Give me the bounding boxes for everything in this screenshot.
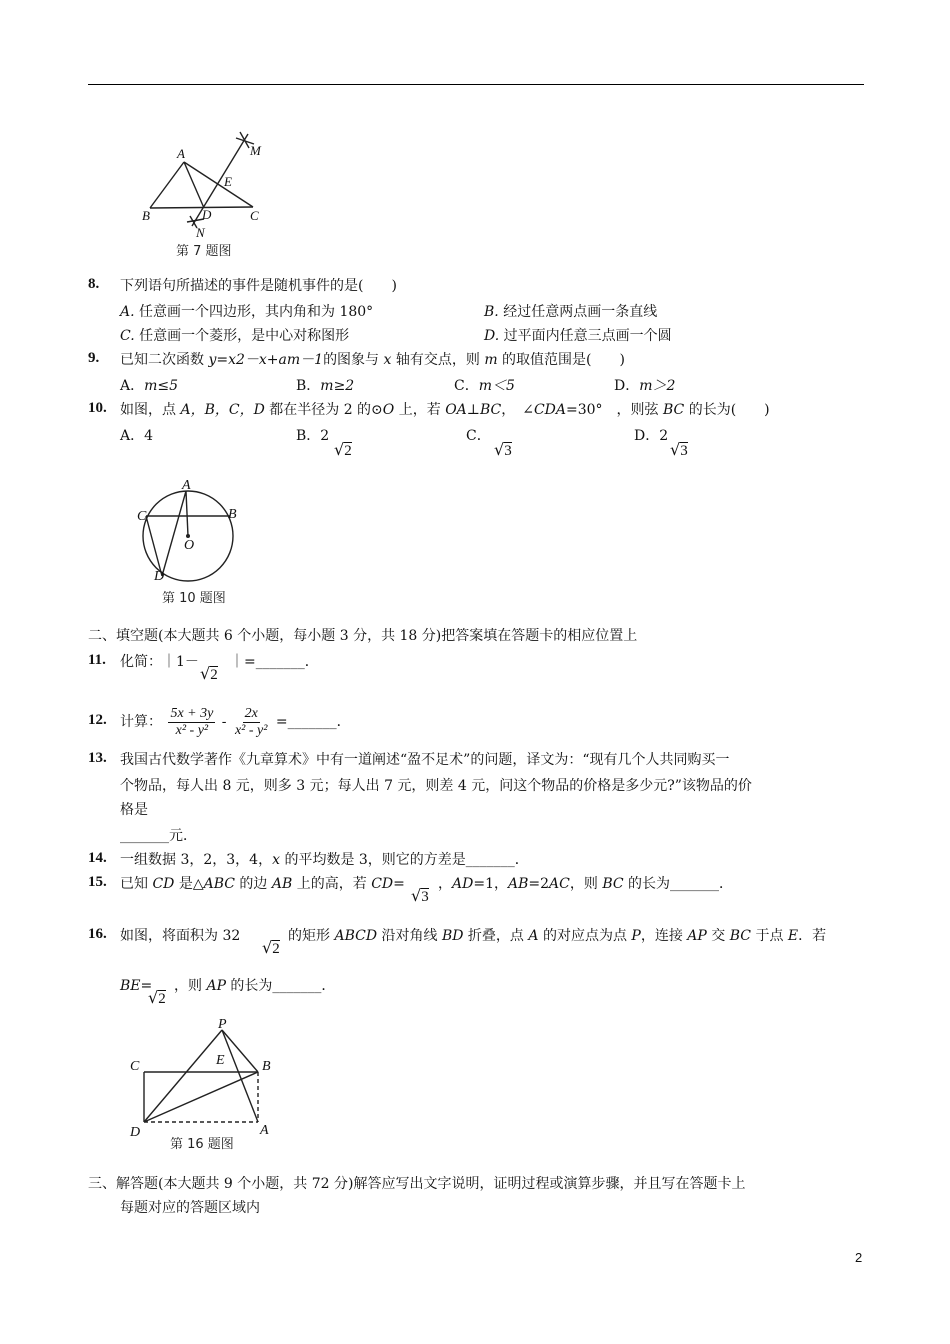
fig10-caption: 第 10 题图 (162, 591, 226, 606)
q10-c-sqrt (494, 440, 512, 461)
q9-d-label: D． (614, 378, 640, 394)
q12-number: 12. (88, 712, 107, 728)
q8-option-c (120, 326, 349, 346)
q14-x: x (272, 852, 280, 868)
q16-number: 16. (88, 926, 107, 942)
figure-16 (118, 1018, 278, 1158)
q14-number: 14. (88, 850, 107, 866)
q9-axis: x (383, 352, 392, 368)
q16-line2-post2: 的长为_______． (225, 978, 336, 994)
q14-text (120, 850, 529, 870)
q15-mid6: =2 (528, 876, 550, 892)
q15-post: 的长为_______． (623, 876, 734, 892)
q10-cond2: CDA (533, 402, 566, 418)
q16-mid5: ，连接 (640, 928, 688, 944)
q8-option-a (120, 302, 373, 322)
section-2-heading: 二、填空题(本大题共 6 个小题，每小题 3 分，共 18 分)把答案填在答题卡的相应位置上 (88, 628, 638, 644)
q15-abc: ABC (203, 876, 235, 892)
q8-b-label: B. (484, 304, 499, 320)
q13-line-4: _______元． (120, 828, 197, 844)
fig16-label-p: P (218, 1018, 227, 1032)
q9-a-label: A． (120, 378, 145, 394)
q14-post: 的平均数是 3，则它的方差是_______． (280, 852, 529, 868)
q15-mid3: 上的高，若 (292, 876, 372, 892)
segment-dp (144, 1030, 222, 1122)
q16-p: P (631, 928, 641, 944)
q9-number: 9. (88, 350, 100, 366)
q12-expression (120, 702, 351, 742)
q15-pre: 已知 (120, 876, 153, 892)
section-3-heading-line-1: 三、解答题(本大题共 9 个小题，共 72 分)解答应写出文字说明，证明过程或演算步骤，并且写在答题卡上 (88, 1176, 746, 1192)
segment-cd (146, 516, 162, 576)
q15-mid2: 的边 (234, 876, 272, 892)
q9-d-text: m＞2 (639, 378, 676, 394)
fig10-label-b: B (228, 507, 237, 522)
q15-mid1: 是△ (174, 876, 204, 892)
page-number: 2 (855, 1250, 863, 1265)
q16-mid8: ．若 (798, 928, 827, 944)
fig16-label-e: E (216, 1053, 225, 1068)
q10-stem-mid3: ， ∠ (501, 402, 534, 418)
fig7-label-b: B (142, 208, 150, 223)
fig7-label-c: C (250, 208, 259, 223)
q10-stem-post: 的长为( ) (684, 402, 770, 418)
q14-pre: 一组数据 3，2，3，4， (120, 852, 273, 868)
segment-ad (162, 491, 186, 576)
fig10-label-a: A (182, 478, 191, 493)
q8-b-text: 经过任意两点画一条直线 (503, 304, 658, 320)
q13-line-3: 格是 (120, 802, 148, 818)
q10-stem-mid: 都在半径为 2 的⊙ (264, 402, 383, 418)
q10-stem-mid4: =30° ，则弦 (565, 402, 663, 418)
q16-be: BE (120, 978, 141, 994)
q10-number: 10. (88, 400, 107, 416)
q16-mid3: 折叠，点 (463, 928, 529, 944)
q9-option-b (296, 376, 354, 396)
q15-ab: AB (271, 876, 293, 892)
q16-mid1: 的矩形 (288, 928, 335, 944)
q8-c-text: 任意画一个菱形，是中心对称图形 (139, 328, 350, 344)
fig16-caption: 第 16 题图 (170, 1137, 234, 1152)
q16-ap: AP (687, 928, 707, 944)
q16-sqrt (262, 938, 280, 959)
fig7-label-n: N (196, 225, 205, 240)
q9-c-label: C． (454, 378, 479, 394)
q16-line2-ap: AP (206, 978, 226, 994)
fig10-label-o: O (184, 538, 195, 553)
q16-bc: BC (729, 928, 751, 944)
q12-minus: - (221, 714, 227, 730)
q10-d-sqrt (670, 440, 688, 461)
sqrt-icon: √ (262, 938, 273, 957)
q10-option-d (634, 426, 668, 446)
q12-numerator-2: 2x (244, 705, 258, 721)
q15-number: 15. (88, 874, 107, 890)
q8-option-d (484, 326, 672, 346)
q11-number: 11. (88, 652, 106, 668)
q16-line-2-sqrt (148, 988, 166, 1009)
header-rule (88, 84, 864, 85)
segment-ab (150, 162, 184, 208)
q8-a-text: 任意画一个四边形，其内角和为 180° (139, 304, 374, 320)
q9-b-text: m≥2 (320, 378, 355, 394)
q12-denominator-2: x² - y² (234, 722, 268, 738)
q15-sqrt (411, 886, 429, 907)
q15-mid5: =1， (473, 876, 508, 892)
q9-option-d (614, 376, 675, 396)
fig7-label-e: E (224, 174, 232, 189)
q10-b-radicand: 2 (344, 443, 352, 459)
q8-option-b (484, 302, 657, 322)
fig16-label-d: D (130, 1125, 141, 1140)
q9-option-c (454, 376, 515, 396)
q10-b-sqrt (334, 440, 352, 461)
q10-d-label: D．2 (634, 428, 669, 444)
q10-option-b (296, 426, 329, 446)
q10-bc: BC (662, 402, 685, 418)
q10-d-radicand: 3 (680, 443, 688, 459)
segment-pb (222, 1030, 258, 1072)
q16-e: E (787, 928, 799, 944)
q10-option-a: A．4 (120, 428, 154, 444)
fig16-label-b: B (262, 1059, 271, 1074)
q9-m: m (484, 352, 498, 368)
fig7-label-a: A (177, 146, 185, 161)
q16-mid6: 交 (706, 928, 730, 944)
q16-line-2-post (174, 976, 335, 996)
q10-c-label: C． (466, 428, 491, 444)
q15-eq: = (393, 876, 405, 892)
q12-denominator-1: x² - y² (175, 722, 209, 738)
q15-cd: CD (152, 876, 175, 892)
q15-radicand: 3 (421, 889, 429, 905)
segment-pa (222, 1030, 258, 1122)
q9-stem (120, 350, 625, 370)
q15-text-1 (120, 874, 405, 894)
q9-stem-post: 的取值范围是( ) (497, 352, 625, 368)
q9-c-text: m＜5 (478, 378, 515, 394)
fig7-label-m: M (250, 143, 261, 158)
q10-stem (120, 400, 770, 420)
fig16-label-c: C (130, 1059, 140, 1074)
q9-stem-pre: 已知二次函数 (120, 352, 209, 368)
q8-d-text: 过平面内任意三点画一个圆 (503, 328, 672, 344)
q9-function: y=x2－x+am－1 (208, 352, 324, 368)
q13-line-2: 个物品，每人出 8 元，则多 3 元；每人出 7 元，则差 4 元，问这个物品的价格是多少元?”该物品的价 (120, 778, 752, 794)
q12-fraction-1 (168, 706, 215, 739)
q16-a: A (528, 928, 539, 944)
fig16-label-a: A (260, 1123, 269, 1138)
sqrt-icon: √ (494, 440, 505, 459)
q10-c-radicand: 3 (504, 443, 512, 459)
sqrt-icon: √ (148, 988, 159, 1007)
q12-numerator-1: 5x + 3y (170, 705, 214, 721)
q10-cond1: OA⊥BC (445, 402, 502, 418)
q16-line2-post1: ，则 (174, 978, 207, 994)
q8-stem: 下列语句所描述的事件是随机事件的是( ) (120, 278, 397, 294)
q10-points: A，B，C，D (180, 402, 265, 418)
q16-pre: 如图，将面积为 32 (120, 928, 241, 944)
q10-circle-o: O (382, 402, 395, 418)
q8-a-label: A. (120, 304, 135, 320)
q11-radicand: 2 (210, 667, 218, 683)
q16-mid2: 沿对角线 (377, 928, 442, 944)
q16-be-radicand: 2 (158, 991, 166, 1007)
q12-post: =_______． (275, 714, 351, 730)
q10-stem-mid2: 上，若 (394, 402, 446, 418)
fig7-caption: 第 7 题图 (176, 244, 232, 259)
q16-text-1 (288, 926, 826, 946)
q15-ad: AD (452, 876, 474, 892)
q13-line-1: 我国古代数学著作《九章算术》中有一道阐述“盈不足术”的问题，译文为：“现有几个人共同购买一 (120, 752, 730, 768)
q12-fraction-2 (233, 706, 269, 739)
figure-10 (122, 476, 252, 608)
fig10-label-c: C (137, 509, 147, 524)
q9-a-text: m≤5 (144, 378, 179, 394)
segment-oa (186, 491, 188, 536)
q15-ac: AC (549, 876, 570, 892)
figure-7 (130, 128, 280, 260)
q16-abcd: ABCD (334, 928, 378, 944)
q10-option-c (466, 426, 491, 446)
section-3-heading-line-2: 每题对应的答题区域内 (120, 1200, 260, 1216)
q11-pre: 化简：｜1－ (120, 654, 199, 670)
q9-stem-mid2: 轴有交点，则 (391, 352, 485, 368)
q10-b-label: B．2 (296, 428, 330, 444)
q8-c-label: C. (120, 328, 135, 344)
perpendicular-bisector-mn (192, 134, 248, 226)
sqrt-icon: √ (670, 440, 681, 459)
q16-mid7: 于点 (751, 928, 788, 944)
sqrt-icon: √ (200, 664, 211, 683)
q16-be-eq: = (140, 978, 153, 994)
q9-stem-mid: 的图象与 (323, 352, 384, 368)
sqrt-icon: √ (411, 886, 422, 905)
sqrt-icon: √ (334, 440, 345, 459)
q15-bc: BC (602, 876, 624, 892)
q16-bd: BD (441, 928, 464, 944)
q8-number: 8. (88, 276, 100, 292)
q12-pre: 计算： (120, 714, 162, 730)
fig10-label-d: D (154, 569, 165, 584)
q9-option-a (120, 376, 178, 396)
q16-radicand: 2 (272, 941, 280, 957)
q15-ab2: AB (507, 876, 529, 892)
q13-number: 13. (88, 750, 107, 766)
q15-text-2 (438, 874, 733, 894)
q15-mid4: ， (438, 876, 452, 892)
q15-mid7: ，则 (569, 876, 603, 892)
q11-post: ｜=_______． (230, 654, 319, 670)
q15-cd2: CD (371, 876, 394, 892)
q8-d-label: D. (484, 328, 500, 344)
fig7-label-d: D (202, 207, 212, 222)
q10-stem-pre: 如图，点 (120, 402, 181, 418)
q16-mid4: 的对应点为点 (538, 928, 632, 944)
q9-b-label: B． (296, 378, 321, 394)
q11-sqrt (200, 664, 218, 685)
